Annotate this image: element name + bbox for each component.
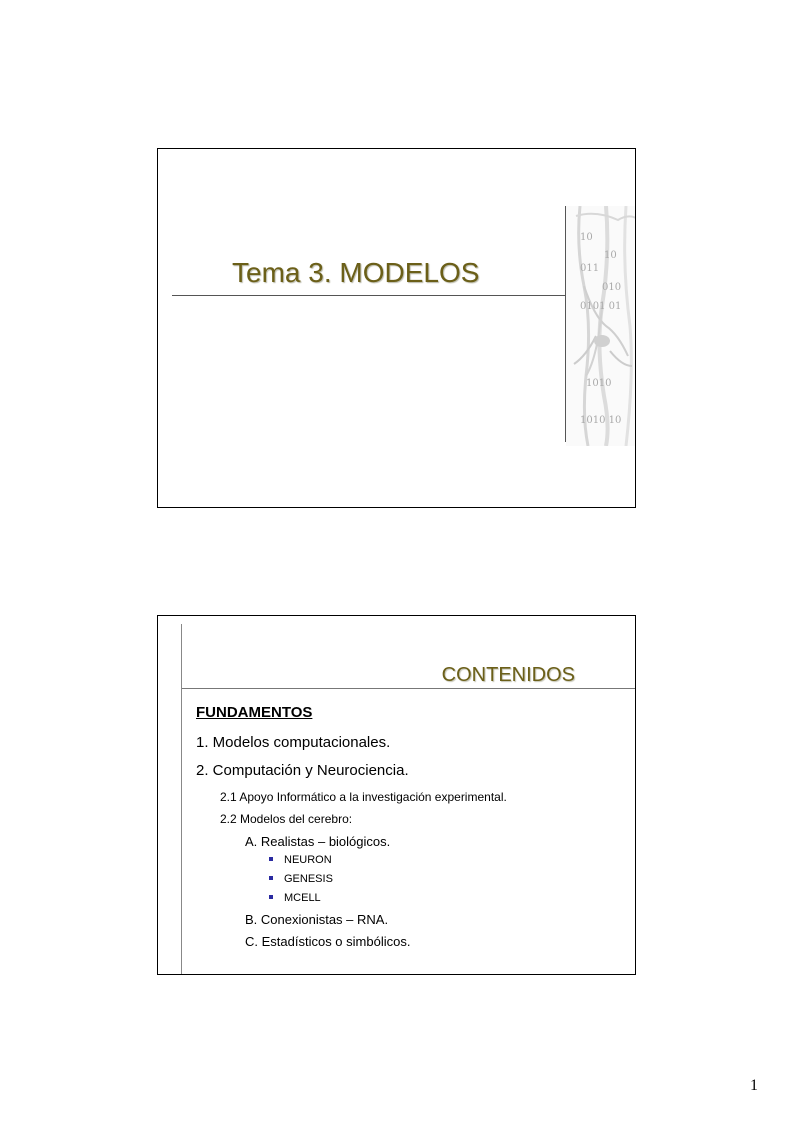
slide-title: [157, 148, 636, 508]
list-item: A. Realistas – biológicos.: [245, 834, 391, 849]
binary-text: 10: [580, 232, 593, 243]
list-item: 2. Computación y Neurociencia.: [196, 762, 409, 779]
list-item: 2.1 Apoyo Informático a la investigación experimental.: [220, 790, 507, 804]
binary-text: 010: [602, 282, 622, 293]
bullet-icon: [269, 876, 273, 880]
list-item: [269, 873, 333, 885]
list-item: B. Conexionistas – RNA.: [245, 912, 389, 927]
title-underline: [182, 688, 636, 689]
list-item: [269, 892, 321, 904]
list-item: 2.2 Modelos del cerebro:: [220, 812, 353, 826]
neuron-decoration-image: [566, 206, 636, 446]
list-item-label: GENESIS: [284, 873, 333, 885]
slide-title-text: CONTENIDOS: [441, 664, 575, 686]
slide-contents: [157, 615, 636, 975]
list-item: C. Estadísticos o simbólicos.: [245, 934, 411, 949]
decorative-vertical-line: [181, 624, 182, 975]
binary-text: 0101 01: [580, 301, 622, 312]
list-item: 1. Modelos computacionales.: [196, 734, 391, 751]
section-heading: FUNDAMENTOS: [196, 704, 313, 721]
bullet-icon: [269, 895, 273, 899]
slide-title-text: Tema 3. MODELOS: [232, 257, 480, 288]
list-item-label: NEURON: [284, 854, 332, 866]
binary-text: 1010 10: [580, 415, 622, 426]
binary-text: 10: [604, 250, 617, 261]
binary-text: 1010: [586, 378, 612, 389]
title-underline: [172, 295, 565, 296]
neuron-texture-icon: [566, 206, 636, 446]
list-item-label: MCELL: [284, 892, 321, 904]
binary-text: 011: [580, 263, 600, 274]
list-item: [269, 854, 332, 866]
page-number: 1: [750, 1077, 758, 1094]
bullet-icon: [269, 857, 273, 861]
